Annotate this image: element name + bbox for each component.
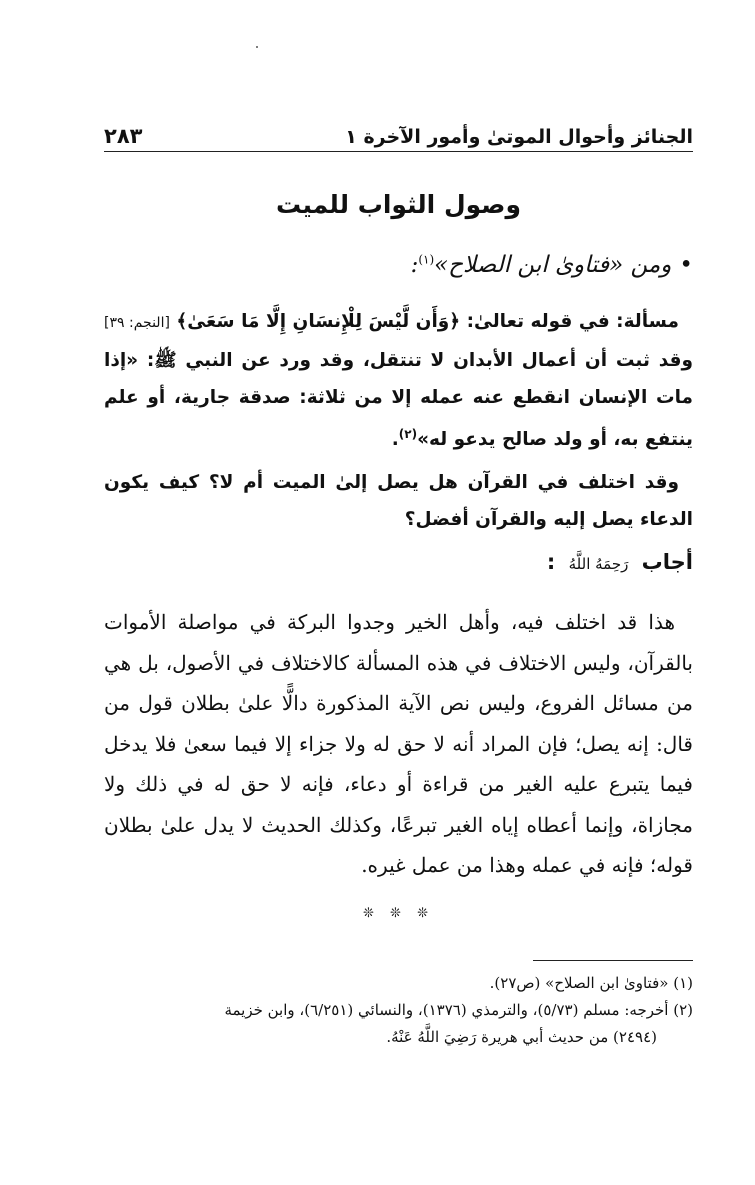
- question-lead: مسألة:: [616, 311, 679, 332]
- answer-colon: :: [546, 550, 556, 574]
- question-text-part2: وقد ثبت أن أعمال الأبدان لا تنتقل، وقد ورد عن النبي ﷺ: «إذا مات الإنسان انقطع عنه عمله إلا من ثلاثة: صدقة جارية، أو علم ينتفع به، أو ولد صالح يدعو له»: [104, 350, 693, 451]
- section-separator: ❊ ❊ ❊: [363, 906, 434, 921]
- footnote-number: (٢): [673, 1001, 693, 1019]
- honorific-glyph: رَحِمَهُ اللَّهُ: [568, 555, 629, 573]
- footnote-number: (١): [673, 974, 693, 992]
- running-head: [104, 108, 693, 148]
- answer-text: هذا قد اختلف فيه، وأهل الخير وجدوا البركة في مواصلة الأموات بالقرآن، وليس الاختلاف في هذه المسألة كالاختلاف في الأصول، بل هي من مسائل الفروع، وليس نص الآية المذكورة دالًّا علىٰ بطلان قول من قال: إنه يصل؛ فإن المراد أنه لا حق له ولا جزاء إلا فيما سعىٰ فلا يدخل فيما يتبرع عليه الغير من قراءة أو دعاء، فإنه لا حق له في ذلك ولا مجازاة، وإنما أعطاه إياه الغير تبرعًا، وكذلك الحديث لا يدل علىٰ بطلان قوله؛ فإنه في عمله وهذا من عمل غيره.: [104, 610, 693, 877]
- running-title: الجنائز وأحوال الموتىٰ وأمور الآخرة ١: [345, 126, 693, 148]
- footnote-rule: [533, 960, 693, 961]
- answer-paragraph: [104, 602, 693, 886]
- source-colon: :: [410, 252, 419, 278]
- header-rule: [104, 151, 693, 152]
- chapter-title: وصول الثواب للميت: [275, 190, 522, 219]
- print-speck: [256, 46, 258, 48]
- question-followup: [104, 464, 693, 538]
- ayah-reference: [النجم: ٣٩]: [104, 315, 170, 331]
- footnote-ref-2: (٢): [398, 427, 418, 441]
- question-paragraph: [104, 303, 693, 458]
- footnote-1: [104, 970, 693, 997]
- answer-label: أجاب: [641, 550, 693, 574]
- answer-heading: [547, 550, 693, 574]
- footnote-continuation: (٢٤٩٤) من حديث أبي هريرة رَضِيَ اللَّهُ عَنْهُ.: [386, 1028, 657, 1046]
- footnotes: [104, 970, 693, 1051]
- question-end: .: [391, 429, 399, 451]
- question-followup-text: وقد اختلف في القرآن هل يصل إلىٰ الميت أم لا؟ كيف يكون الدعاء يصل إليه والقرآن أفضل؟: [104, 472, 693, 530]
- footnote-text: أخرجه: مسلم (٥/٧٣)، والترمذي (١٣٧٦)، والنسائي (٦/٢٥١)، وابن خزيمة: [224, 1001, 669, 1019]
- source-text: ومن «فتاوىٰ ابن الصلاح»: [434, 252, 672, 278]
- source-line: [411, 252, 693, 278]
- footnote-ref-1: (١): [418, 252, 435, 267]
- footnote-2: [104, 997, 693, 1051]
- footnote-text: «فتاوىٰ ابن الصلاح» (ص٢٧).: [489, 974, 669, 992]
- question-text-part1: في قوله تعالىٰ: ﴿وَأَن لَّيْسَ لِلْإِنسَانِ إِلَّا مَا سَعَىٰ﴾: [176, 311, 610, 332]
- bullet-icon: •: [679, 252, 693, 278]
- page-number: ٢٨٣: [104, 124, 143, 148]
